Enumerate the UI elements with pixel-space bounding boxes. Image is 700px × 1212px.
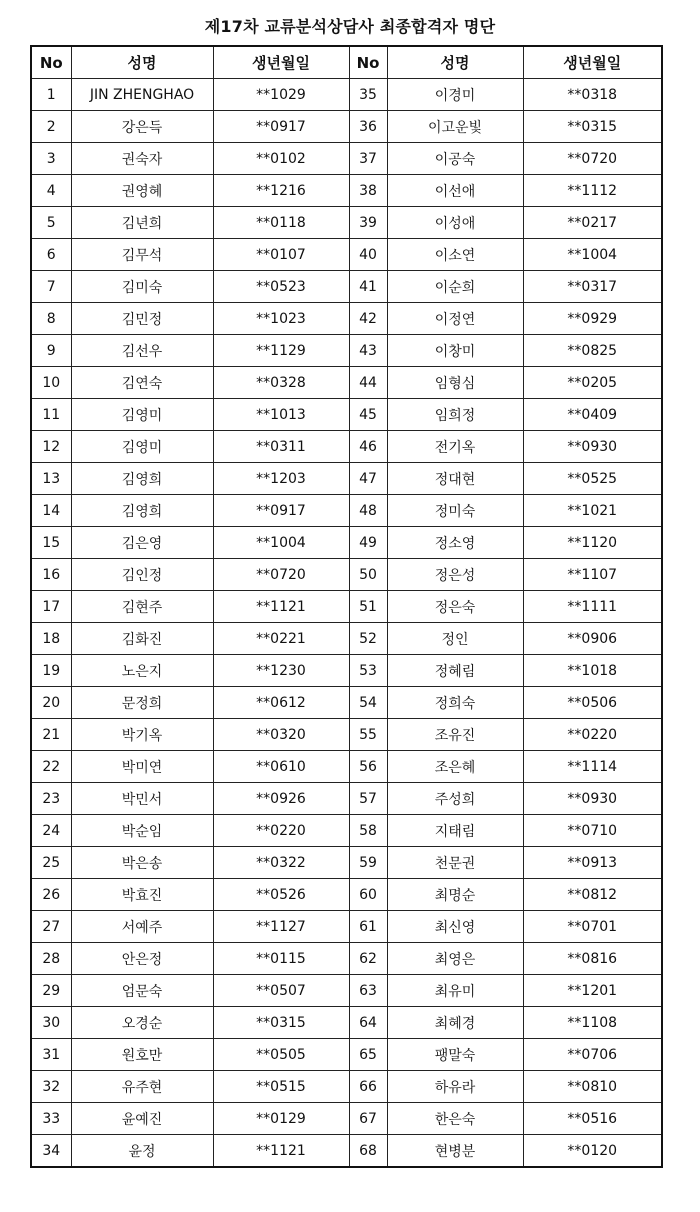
table-row [31, 559, 662, 591]
cell-birthdate: **0710 [523, 815, 662, 847]
cell-no: 22 [31, 751, 71, 783]
cell-no: 41 [349, 271, 387, 303]
cell-birthdate: **1023 [213, 303, 349, 335]
table-row [31, 303, 662, 335]
cell-name: 정대현 [387, 463, 523, 495]
cell-name: 김민정 [71, 303, 213, 335]
cell-birthdate: **0812 [523, 879, 662, 911]
cell-no: 23 [31, 783, 71, 815]
cell-no: 18 [31, 623, 71, 655]
cell-no: 61 [349, 911, 387, 943]
cell-birthdate: **0930 [523, 431, 662, 463]
cell-no: 30 [31, 1007, 71, 1039]
cell-name: 이공숙 [387, 143, 523, 175]
cell-no: 62 [349, 943, 387, 975]
cell-name: 서예주 [71, 911, 213, 943]
cell-no: 45 [349, 399, 387, 431]
cell-birthdate: **0118 [213, 207, 349, 239]
table-row [31, 847, 662, 879]
cell-birthdate: **0701 [523, 911, 662, 943]
cell-name: 김영희 [71, 463, 213, 495]
table-row [31, 655, 662, 687]
cell-no: 59 [349, 847, 387, 879]
cell-no: 29 [31, 975, 71, 1007]
cell-name: 윤정 [71, 1135, 213, 1168]
cell-name: 이선애 [387, 175, 523, 207]
table-row [31, 431, 662, 463]
cell-no: 19 [31, 655, 71, 687]
cell-no: 10 [31, 367, 71, 399]
cell-name: 팽말숙 [387, 1039, 523, 1071]
cell-birthdate: **0317 [523, 271, 662, 303]
cell-no: 44 [349, 367, 387, 399]
cell-no: 38 [349, 175, 387, 207]
cell-birthdate: **1108 [523, 1007, 662, 1039]
cell-no: 27 [31, 911, 71, 943]
cell-name: 하유라 [387, 1071, 523, 1103]
cell-no: 48 [349, 495, 387, 527]
cell-birthdate: **0409 [523, 399, 662, 431]
cell-birthdate: **1129 [213, 335, 349, 367]
cell-birthdate: **0120 [523, 1135, 662, 1168]
cell-no: 34 [31, 1135, 71, 1168]
cell-no: 68 [349, 1135, 387, 1168]
cell-no: 46 [349, 431, 387, 463]
cell-name: 최유미 [387, 975, 523, 1007]
table-row [31, 1007, 662, 1039]
header-no-left: No [31, 46, 71, 79]
cell-no: 54 [349, 687, 387, 719]
cell-no: 32 [31, 1071, 71, 1103]
cell-birthdate: **0506 [523, 687, 662, 719]
header-birthdate-right: 생년월일 [523, 46, 662, 79]
table-row [31, 527, 662, 559]
cell-birthdate: **0612 [213, 687, 349, 719]
cell-no: 21 [31, 719, 71, 751]
cell-no: 6 [31, 239, 71, 271]
page-title: 제17차 교류분석상담사 최종합격자 명단 [204, 17, 496, 36]
cell-no: 42 [349, 303, 387, 335]
cell-no: 37 [349, 143, 387, 175]
cell-birthdate: **1230 [213, 655, 349, 687]
cell-birthdate: **0220 [213, 815, 349, 847]
cell-birthdate: **0917 [213, 495, 349, 527]
cell-name: 엄문숙 [71, 975, 213, 1007]
cell-birthdate: **1201 [523, 975, 662, 1007]
cell-no: 47 [349, 463, 387, 495]
cell-birthdate: **1121 [213, 591, 349, 623]
cell-no: 12 [31, 431, 71, 463]
header-no-right: No [349, 46, 387, 79]
cell-birthdate: **0810 [523, 1071, 662, 1103]
cell-name: 이창미 [387, 335, 523, 367]
cell-no: 8 [31, 303, 71, 335]
cell-no: 3 [31, 143, 71, 175]
cell-name: 정혜림 [387, 655, 523, 687]
cell-no: 36 [349, 111, 387, 143]
cell-birthdate: **1004 [523, 239, 662, 271]
cell-birthdate: **0220 [523, 719, 662, 751]
cell-no: 66 [349, 1071, 387, 1103]
cell-name: 박효진 [71, 879, 213, 911]
cell-no: 31 [31, 1039, 71, 1071]
cell-birthdate: **0311 [213, 431, 349, 463]
table-row [31, 815, 662, 847]
cell-name: 이소연 [387, 239, 523, 271]
cell-birthdate: **1114 [523, 751, 662, 783]
cell-no: 63 [349, 975, 387, 1007]
cell-birthdate: **0507 [213, 975, 349, 1007]
table-row [31, 751, 662, 783]
cell-name: 김화진 [71, 623, 213, 655]
cell-name: 정희숙 [387, 687, 523, 719]
cell-no: 9 [31, 335, 71, 367]
cell-birthdate: **1111 [523, 591, 662, 623]
table-row [31, 463, 662, 495]
cell-name: 김인정 [71, 559, 213, 591]
cell-no: 52 [349, 623, 387, 655]
cell-name: 권영혜 [71, 175, 213, 207]
cell-name: 최혜경 [387, 1007, 523, 1039]
cell-no: 4 [31, 175, 71, 207]
cell-name: 최명순 [387, 879, 523, 911]
table-row [31, 687, 662, 719]
cell-name: 김년희 [71, 207, 213, 239]
cell-name: 현병분 [387, 1135, 523, 1168]
cell-name: 이정연 [387, 303, 523, 335]
cell-birthdate: **0930 [523, 783, 662, 815]
cell-name: 최영은 [387, 943, 523, 975]
cell-no: 39 [349, 207, 387, 239]
cell-name: 정인 [387, 623, 523, 655]
cell-no: 25 [31, 847, 71, 879]
cell-birthdate: **0929 [523, 303, 662, 335]
cell-birthdate: **0526 [213, 879, 349, 911]
cell-name: 박미연 [71, 751, 213, 783]
table-row [31, 271, 662, 303]
cell-birthdate: **0318 [523, 79, 662, 111]
cell-name: 이경미 [387, 79, 523, 111]
cell-name: 김선우 [71, 335, 213, 367]
cell-no: 15 [31, 527, 71, 559]
cell-name: 임형심 [387, 367, 523, 399]
cell-no: 64 [349, 1007, 387, 1039]
cell-birthdate: **0515 [213, 1071, 349, 1103]
cell-birthdate: **0320 [213, 719, 349, 751]
table-row [31, 1135, 662, 1168]
cell-name: 김미숙 [71, 271, 213, 303]
cell-no: 56 [349, 751, 387, 783]
cell-no: 40 [349, 239, 387, 271]
table-row [31, 943, 662, 975]
cell-name: 윤예진 [71, 1103, 213, 1135]
header-name-left: 성명 [71, 46, 213, 79]
cell-no: 7 [31, 271, 71, 303]
cell-name: 유주현 [71, 1071, 213, 1103]
cell-birthdate: **1013 [213, 399, 349, 431]
cell-birthdate: **0610 [213, 751, 349, 783]
table-row [31, 399, 662, 431]
cell-birthdate: **0322 [213, 847, 349, 879]
cell-name: 이고운빛 [387, 111, 523, 143]
cell-birthdate: **0516 [523, 1103, 662, 1135]
cell-name: 정미숙 [387, 495, 523, 527]
cell-name: 김현주 [71, 591, 213, 623]
cell-no: 2 [31, 111, 71, 143]
table-row [31, 719, 662, 751]
table-row [31, 1103, 662, 1135]
cell-birthdate: **0825 [523, 335, 662, 367]
cell-no: 65 [349, 1039, 387, 1071]
table-body [31, 79, 662, 1168]
table-row [31, 1071, 662, 1103]
cell-no: 50 [349, 559, 387, 591]
cell-no: 16 [31, 559, 71, 591]
table-row [31, 591, 662, 623]
table-row [31, 783, 662, 815]
cell-name: 전기옥 [387, 431, 523, 463]
table-row [31, 175, 662, 207]
cell-name: 박은송 [71, 847, 213, 879]
cell-name: 문정희 [71, 687, 213, 719]
cell-name: 이순희 [387, 271, 523, 303]
cell-no: 24 [31, 815, 71, 847]
cell-no: 14 [31, 495, 71, 527]
table-row [31, 111, 662, 143]
cell-birthdate: **1121 [213, 1135, 349, 1168]
table-row [31, 239, 662, 271]
cell-birthdate: **1216 [213, 175, 349, 207]
cell-birthdate: **1127 [213, 911, 349, 943]
cell-no: 17 [31, 591, 71, 623]
cell-birthdate: **0107 [213, 239, 349, 271]
cell-birthdate: **1203 [213, 463, 349, 495]
cell-no: 55 [349, 719, 387, 751]
cell-birthdate: **0906 [523, 623, 662, 655]
table-row [31, 975, 662, 1007]
cell-no: 57 [349, 783, 387, 815]
cell-name: 지태림 [387, 815, 523, 847]
cell-name: 안은정 [71, 943, 213, 975]
cell-no: 1 [31, 79, 71, 111]
cell-name: 정소영 [387, 527, 523, 559]
cell-name: 권숙자 [71, 143, 213, 175]
table-row [31, 143, 662, 175]
cell-name: 주성희 [387, 783, 523, 815]
table-header-row [31, 46, 662, 79]
cell-name: 정은성 [387, 559, 523, 591]
cell-birthdate: **0917 [213, 111, 349, 143]
cell-name: 박순임 [71, 815, 213, 847]
cell-name: 조유진 [387, 719, 523, 751]
cell-name: 김무석 [71, 239, 213, 271]
cell-birthdate: **0913 [523, 847, 662, 879]
cell-birthdate: **0525 [523, 463, 662, 495]
cell-name: 정은숙 [387, 591, 523, 623]
cell-name: 강은득 [71, 111, 213, 143]
cell-birthdate: **0328 [213, 367, 349, 399]
table-row [31, 495, 662, 527]
table-row [31, 367, 662, 399]
cell-name: 최신영 [387, 911, 523, 943]
cell-birthdate: **0706 [523, 1039, 662, 1071]
cell-name: 이성애 [387, 207, 523, 239]
table-row [31, 911, 662, 943]
cell-birthdate: **1120 [523, 527, 662, 559]
cell-no: 51 [349, 591, 387, 623]
cell-name: 김영희 [71, 495, 213, 527]
cell-no: 49 [349, 527, 387, 559]
cell-birthdate: **0720 [213, 559, 349, 591]
cell-birthdate: **0523 [213, 271, 349, 303]
table-row [31, 623, 662, 655]
cell-no: 20 [31, 687, 71, 719]
table-row [31, 1039, 662, 1071]
cell-no: 28 [31, 943, 71, 975]
cell-birthdate: **0115 [213, 943, 349, 975]
cell-name: 김은영 [71, 527, 213, 559]
cell-no: 11 [31, 399, 71, 431]
cell-name: 김영미 [71, 431, 213, 463]
cell-birthdate: **0221 [213, 623, 349, 655]
cell-birthdate: **1018 [523, 655, 662, 687]
cell-birthdate: **1107 [523, 559, 662, 591]
cell-name: JIN ZHENGHAO [71, 79, 213, 111]
cell-no: 33 [31, 1103, 71, 1135]
table-row [31, 79, 662, 111]
table-row [31, 335, 662, 367]
cell-name: 한은숙 [387, 1103, 523, 1135]
cell-birthdate: **0315 [523, 111, 662, 143]
cell-birthdate: **0505 [213, 1039, 349, 1071]
cell-no: 53 [349, 655, 387, 687]
cell-birthdate: **0720 [523, 143, 662, 175]
cell-name: 오경순 [71, 1007, 213, 1039]
cell-birthdate: **1021 [523, 495, 662, 527]
cell-name: 임희정 [387, 399, 523, 431]
results-table [30, 45, 663, 1168]
table-row [31, 207, 662, 239]
cell-birthdate: **0217 [523, 207, 662, 239]
cell-birthdate: **1112 [523, 175, 662, 207]
cell-no: 58 [349, 815, 387, 847]
cell-name: 천문권 [387, 847, 523, 879]
cell-birthdate: **0315 [213, 1007, 349, 1039]
cell-name: 노은지 [71, 655, 213, 687]
cell-no: 60 [349, 879, 387, 911]
cell-name: 조은혜 [387, 751, 523, 783]
cell-birthdate: **0102 [213, 143, 349, 175]
cell-no: 5 [31, 207, 71, 239]
cell-name: 김영미 [71, 399, 213, 431]
cell-name: 원호만 [71, 1039, 213, 1071]
cell-birthdate: **1004 [213, 527, 349, 559]
cell-no: 26 [31, 879, 71, 911]
cell-birthdate: **0129 [213, 1103, 349, 1135]
cell-birthdate: **0926 [213, 783, 349, 815]
cell-name: 박기옥 [71, 719, 213, 751]
cell-name: 박민서 [71, 783, 213, 815]
cell-birthdate: **0816 [523, 943, 662, 975]
cell-no: 13 [31, 463, 71, 495]
cell-birthdate: **1029 [213, 79, 349, 111]
header-name-right: 성명 [387, 46, 523, 79]
header-birthdate-left: 생년월일 [213, 46, 349, 79]
cell-no: 67 [349, 1103, 387, 1135]
cell-name: 김연숙 [71, 367, 213, 399]
cell-no: 43 [349, 335, 387, 367]
cell-no: 35 [349, 79, 387, 111]
table-row [31, 879, 662, 911]
cell-birthdate: **0205 [523, 367, 662, 399]
